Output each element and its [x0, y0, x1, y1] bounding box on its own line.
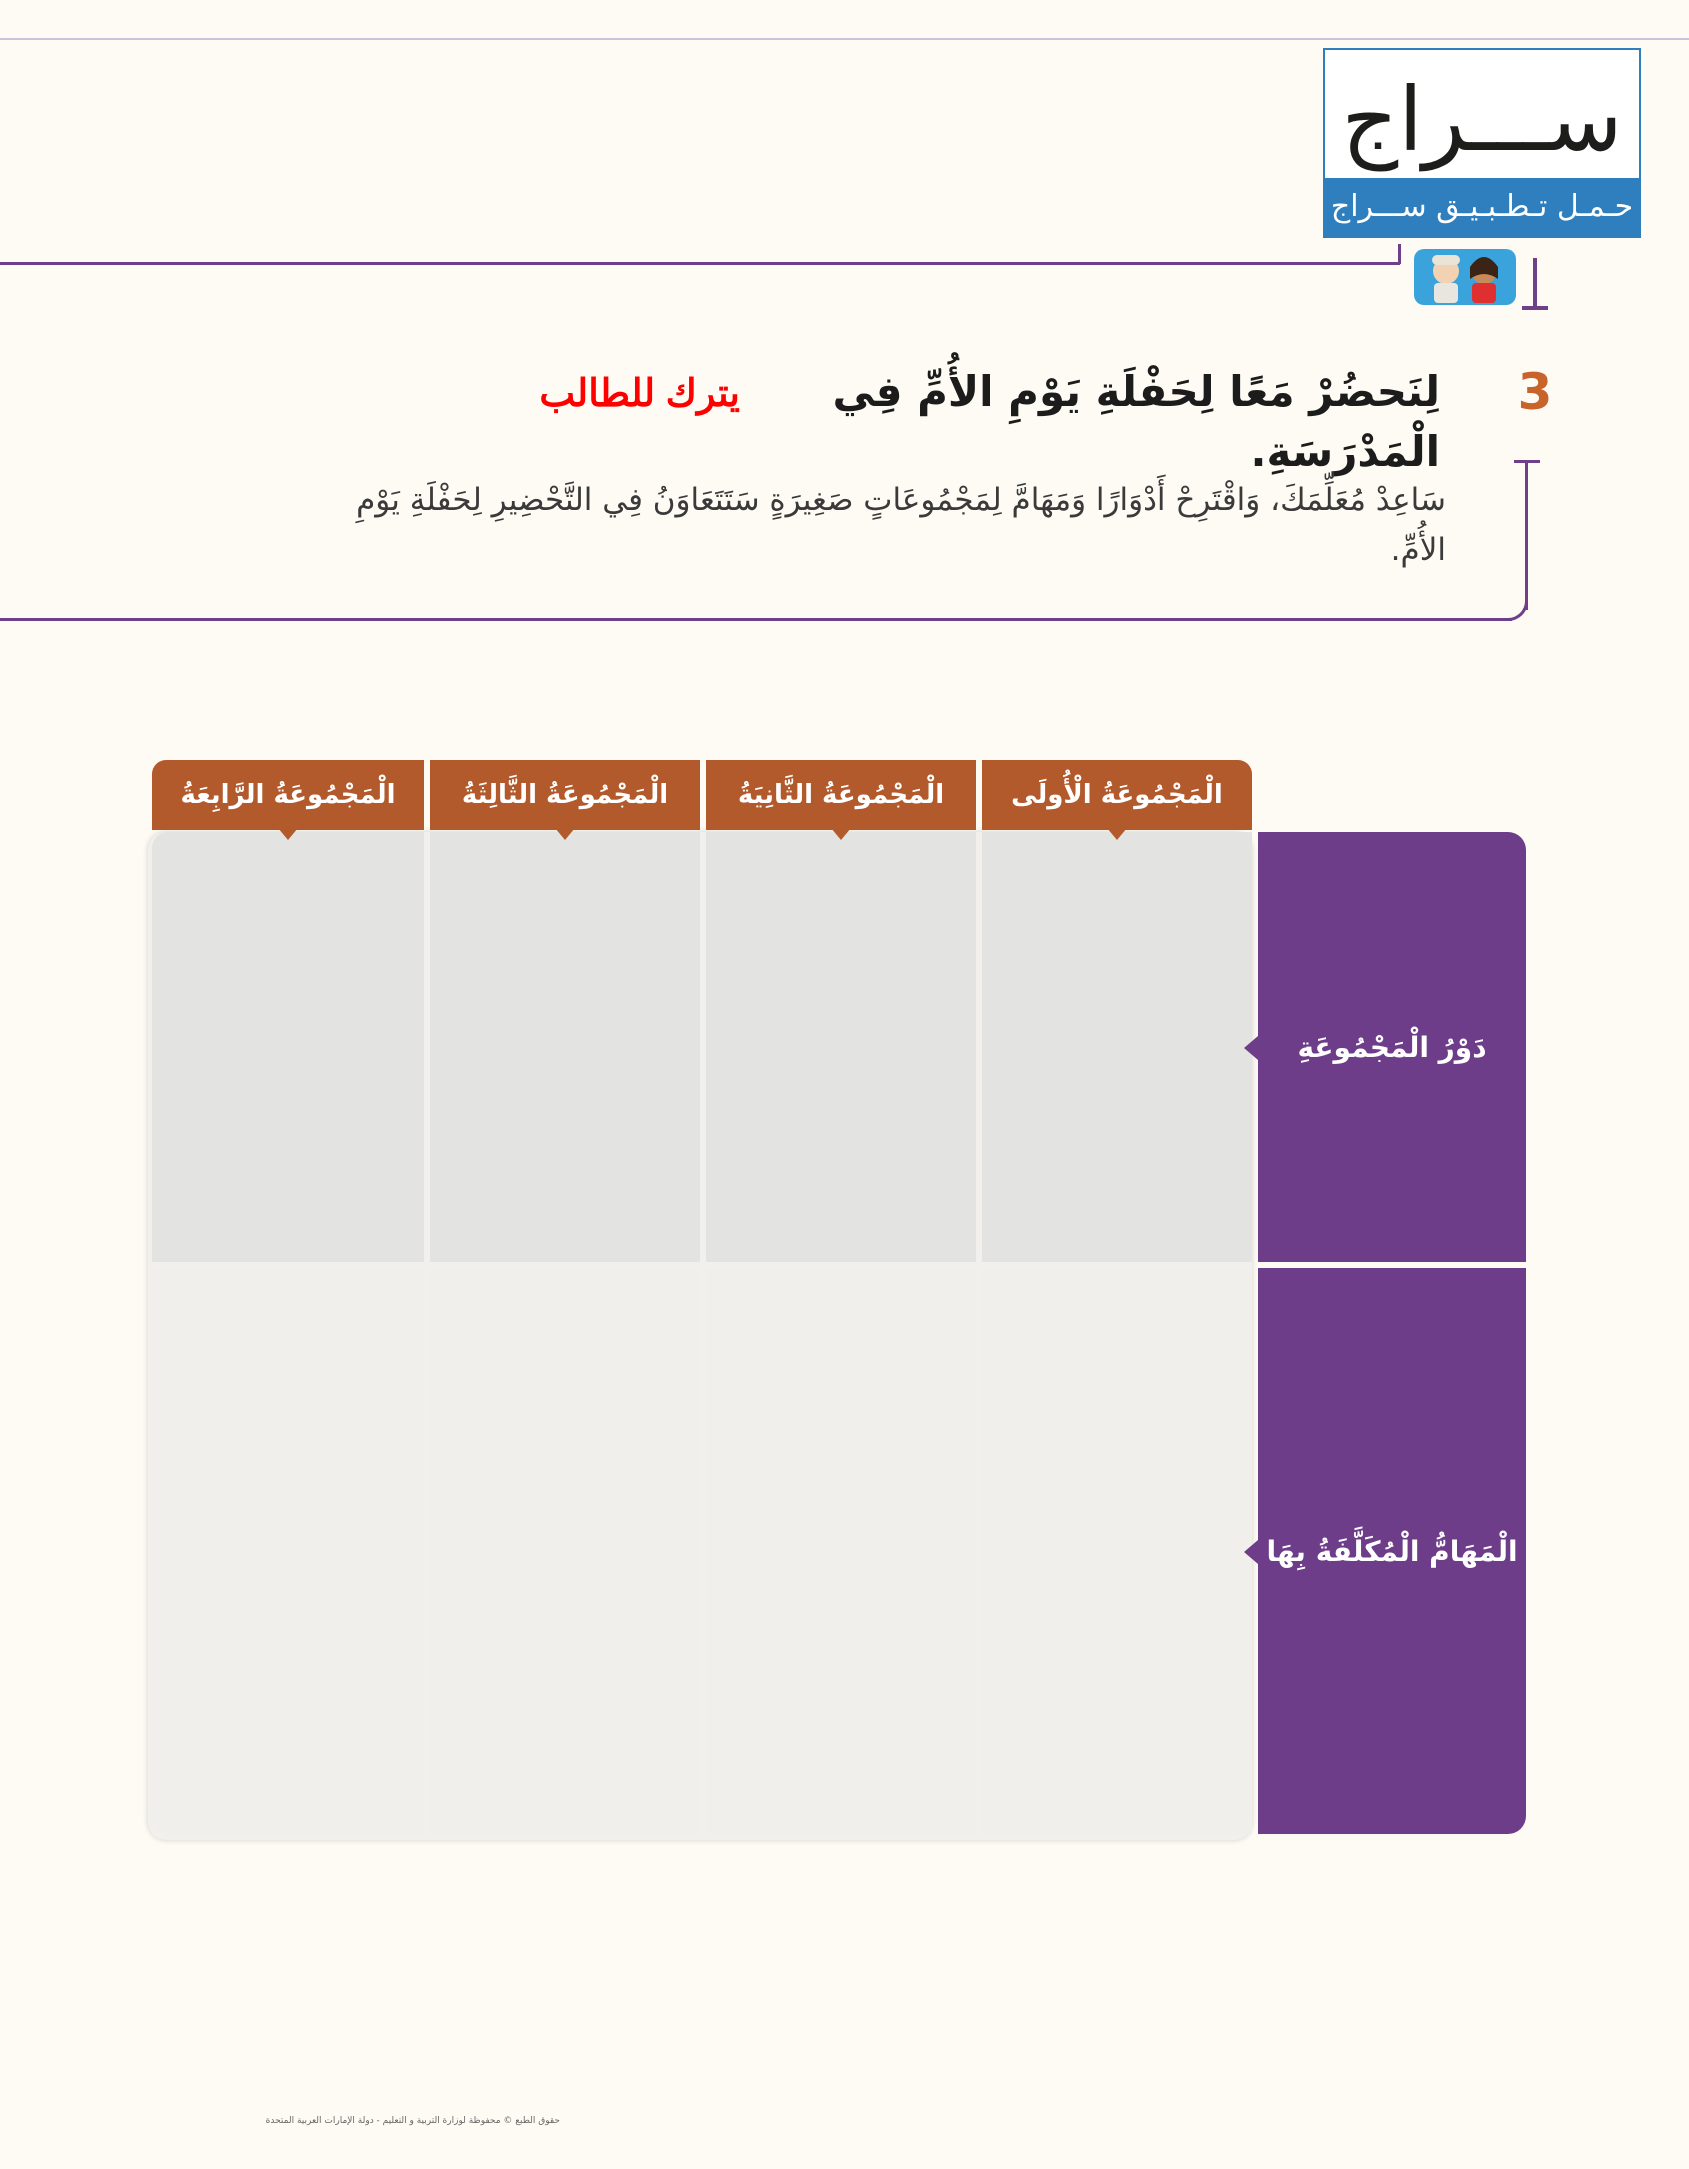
header-pointer [831, 828, 851, 840]
cell-group1-tasks[interactable] [982, 1268, 1252, 1834]
row-pointer [1244, 1036, 1258, 1060]
section-frame-tick [1533, 258, 1537, 310]
logo-wordmark: ســـراج [1341, 68, 1623, 171]
top-rule [0, 38, 1689, 40]
cell-group2-tasks[interactable] [706, 1268, 976, 1834]
instruction-box-right [1525, 460, 1528, 610]
siraj-logo[interactable] [1323, 48, 1641, 238]
section-frame-hook [1398, 244, 1401, 264]
header-pointer [278, 828, 298, 840]
section-frame-top [0, 262, 1400, 265]
cell-group1-role[interactable] [982, 832, 1252, 1262]
header-pointer [555, 828, 575, 840]
logo-download-band: حـمـل تـطـبـيـق ســـراج [1325, 178, 1639, 236]
column-header-group1: الْمَجْمُوعَةُ الْأُولَى [982, 760, 1252, 830]
students-icon [1412, 245, 1518, 307]
instruction-box-bottom [0, 618, 1512, 621]
row-label-role: دَوْرُ الْمَجْمُوعَةِ [1258, 832, 1526, 1262]
teacher-note: يترك للطالب [539, 373, 740, 415]
column-header-group3: الْمَجْمُوعَةُ الثَّالِثَةُ [430, 760, 700, 830]
cell-group4-tasks[interactable] [152, 1268, 424, 1834]
instruction-text: سَاعِدْ مُعَلِّمَكَ، وَاقْتَرِحْ أَدْوَارًا وَمَهَامَّ لِمَجْمُوعَاتٍ صَغِيرَةٍ سَتَتَعَاوَنُ فِي التَّحْضِيرِ لِحَفْلَةِ يَوْمِ الأُمِّ. [356, 482, 1446, 568]
cell-group3-tasks[interactable] [430, 1268, 700, 1834]
column-header-group2: الْمَجْمُوعَةُ الثَّانِيَةُ [706, 760, 976, 830]
row-pointer [1244, 1540, 1258, 1564]
cell-group4-role[interactable] [152, 832, 424, 1262]
instruction-box-corner [1495, 590, 1528, 621]
header-pointer [1107, 828, 1127, 840]
row-label-tasks: الْمَهَامُّ الْمُكَلَّفَةُ بِهَا [1258, 1268, 1526, 1834]
column-header-group4: الْمَجْمُوعَةُ الرَّابِعَةُ [152, 760, 424, 830]
question-title: لِنَحضُرْ مَعًا لِحَفْلَةِ يَوْمِ الأُمِّ فِي الْمَدْرَسَةِ. [832, 367, 1440, 476]
cell-group2-role[interactable] [706, 832, 976, 1262]
cell-group3-role[interactable] [430, 832, 700, 1262]
section-frame-tick-base [1522, 306, 1548, 310]
question-number: 3 [1517, 363, 1553, 421]
copyright-footer: حقوق الطبع © محفوظة لوزارة التربية و التعليم - دولة الإمارات العربية المتحدة [265, 2116, 560, 2126]
